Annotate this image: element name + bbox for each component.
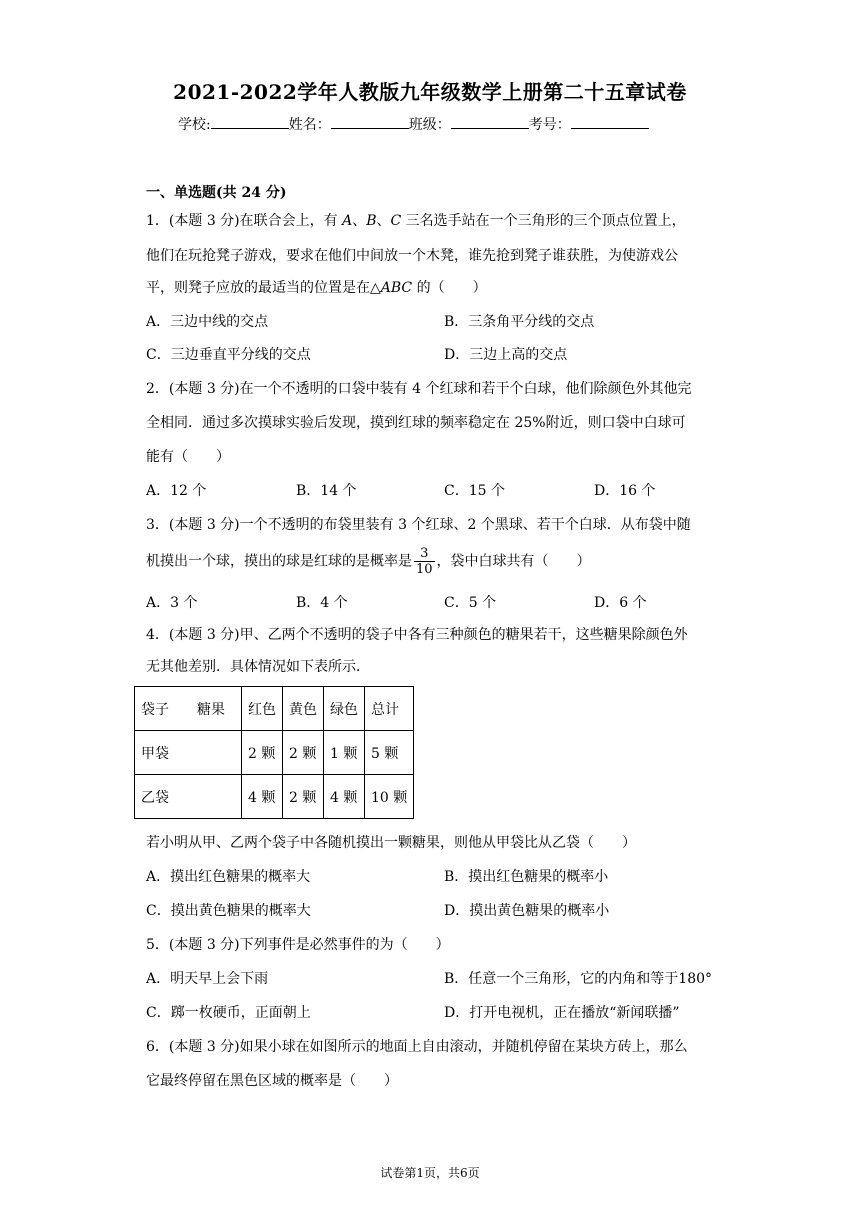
q3-option-c[interactable]: C．5 个 [444, 595, 497, 611]
table-cell: 2 颗 [283, 775, 324, 819]
table-header-row [135, 687, 414, 731]
school-label: 学校: [178, 117, 211, 133]
q5-line1: 5．(本题 3 分)下列事件是必然事件的为（ ） [146, 937, 450, 953]
q4-option-d[interactable]: D．摸出黄色糖果的概率小 [444, 903, 610, 919]
table-cell: 2 颗 [283, 731, 324, 775]
q3-option-a[interactable]: A．3 个 [146, 595, 198, 611]
q1-option-c[interactable]: C．三边垂直平分线的交点 [146, 347, 311, 363]
table-row [135, 775, 414, 819]
table-header-cell: 袋子 糖果 [135, 687, 242, 731]
table-cell: 甲袋 [135, 731, 242, 775]
school-blank[interactable] [211, 114, 289, 129]
q3-line1: 3．(本题 3 分)一个不透明的布袋里装有 3 个红球、2 个黑球、若干个白球．从布袋中随 [146, 517, 691, 533]
q2-option-c[interactable]: C．15 个 [444, 483, 505, 499]
q1-line3: 平，则凳子应放的最适当的位置是在△ABC 的（ ） [146, 280, 487, 296]
q6-line2: 它最终停留在黑色区域的概率是（ ） [146, 1073, 398, 1089]
table-header-cell: 红色 [242, 687, 283, 731]
table-cell: 5 颗 [365, 731, 414, 775]
q4-line1: 4．(本题 3 分)甲、乙两个不透明的袋子中各有三种颜色的糖果若干，这些糖果除颜色外 [146, 627, 688, 643]
q4-line3: 若小明从甲、乙两个袋子中各随机摸出一颗糖果，则他从甲袋比从乙袋（ ） [146, 835, 636, 851]
q5-option-b[interactable]: B．任意一个三角形，它的内角和等于180° [444, 971, 713, 987]
q5-option-d[interactable]: D．打开电视机，正在播放“新闻联播” [444, 1005, 680, 1021]
table-cell: 4 颗 [242, 775, 283, 819]
student-info [178, 114, 649, 134]
table-header-cell: 黄色 [283, 687, 324, 731]
page-footer: 试卷第1页，共6页 [380, 1166, 480, 1180]
q4-option-c[interactable]: C．摸出黄色糖果的概率大 [146, 903, 311, 919]
q2-line1: 2．(本题 3 分)在一个不透明的口袋中装有 4 个红球和若干个白球，他们除颜色外其他完 [146, 381, 692, 397]
table-cell: 10 颗 [365, 775, 414, 819]
q1-option-b[interactable]: B．三条角平分线的交点 [444, 314, 595, 330]
q3-fraction: $\frac{3}{10}$ [416, 546, 433, 577]
q6-line1: 6．(本题 3 分)如果小球在如图所示的地面上自由滚动，并随机停留在某块方砖上，那么 [146, 1039, 688, 1055]
exam-no-blank[interactable] [571, 114, 649, 129]
q4-option-b[interactable]: B．摸出红色糖果的概率小 [444, 869, 609, 885]
page-title: 2021-2022学年人教版九年级数学上册第二十五章试卷 [173, 80, 687, 104]
table-cell: 2 颗 [242, 731, 283, 775]
q2-line3: 能有（ ） [146, 449, 230, 465]
q2-line2: 全相同．通过多次摸球实验后发现，摸到红球的频率稳定在 25%附近，则口袋中白球可 [146, 415, 686, 431]
table-cell: 4 颗 [324, 775, 365, 819]
q2-option-a[interactable]: A．12 个 [146, 483, 207, 499]
table-cell: 1 颗 [324, 731, 365, 775]
class-blank[interactable] [451, 114, 529, 129]
candy-table [134, 686, 414, 819]
section-title: 一、单选题(共 24 分) [146, 185, 287, 201]
q4-option-a[interactable]: A．摸出红色糖果的概率大 [146, 869, 311, 885]
table-cell: 乙袋 [135, 775, 242, 819]
q1-line2: 他们在玩抢凳子游戏，要求在他们中间放一个木凳，谁先抢到凳子谁获胜，为使游戏公 [146, 248, 678, 264]
q4-line2: 无其他差别．具体情况如下表所示． [146, 659, 370, 675]
table-row [135, 731, 414, 775]
table-header-cell: 绿色 [324, 687, 365, 731]
q2-option-b[interactable]: B．14 个 [296, 483, 357, 499]
q3-option-d[interactable]: D．6 个 [594, 595, 647, 611]
name-blank[interactable] [331, 114, 409, 129]
table-header-cell: 总计 [365, 687, 414, 731]
q1-option-d[interactable]: D．三边上高的交点 [444, 347, 568, 363]
q1-option-a[interactable]: A．三边中线的交点 [146, 314, 269, 330]
q5-option-a[interactable]: A．明天早上会下雨 [146, 971, 269, 987]
q5-option-c[interactable]: C．踯一枚硬币，正面朝上 [146, 1005, 311, 1021]
exam-no-label: 考号： [528, 117, 571, 133]
q3-line2: 机摸出一个球，摸出的球是红球的是概率是 $\frac{3}{10}$ ，袋中白球共有（ ） [146, 546, 591, 577]
q2-option-d[interactable]: D．16 个 [594, 483, 656, 499]
q1-line1: 1．(本题 3 分)在联合会上，有 A、B、C 三名选手站在一个三角形的三个顶点位置上， [146, 213, 686, 229]
name-label: 姓名： [288, 117, 331, 133]
q3-option-b[interactable]: B．4 个 [296, 595, 348, 611]
class-label: 班级： [408, 117, 451, 133]
